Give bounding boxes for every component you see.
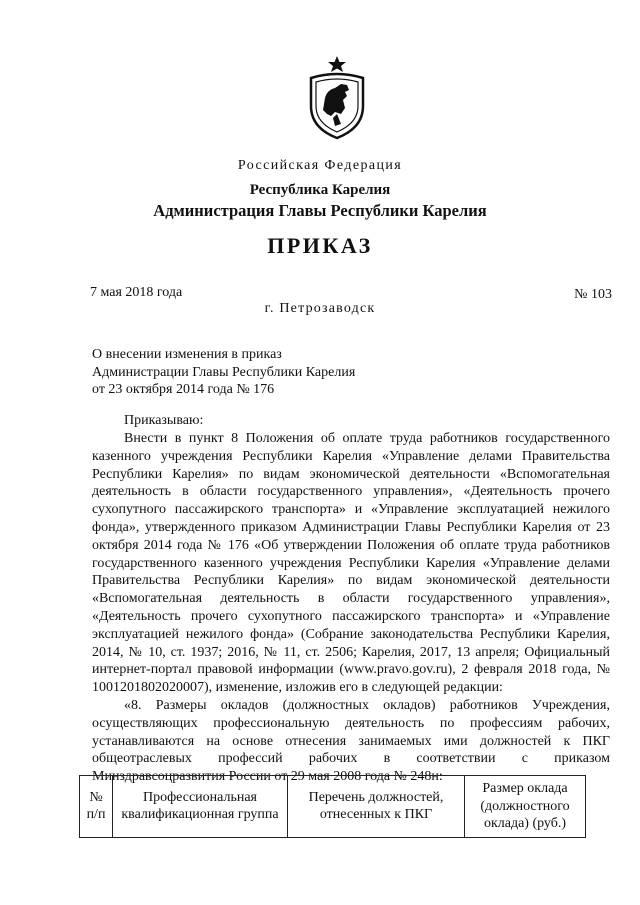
document-number: № 103: [574, 287, 612, 302]
table-header-row: [80, 776, 586, 838]
table-header-group: Профессиональная квалификационная группа: [113, 776, 288, 838]
administration-name: Администрация Главы Республики Карелия: [153, 201, 487, 220]
table-header-salary: Размер оклада (должностного оклада) (руб.): [465, 776, 586, 838]
document-city: г. Петрозаводск: [264, 301, 376, 316]
country-name: Российская Федерация: [237, 158, 403, 173]
body-paragraph: «8. Размеры окладов (должностных окладов) работников Учреждения, осуществляющих профессиональную деятельность по профессиям рабочих, устанавливаются на основе отнесения занимаемых ими должностей к ПКГ общеотраслевых профессий рабочих в соответствии с приказом Минздравсоцразвития России от 29 мая 2008 года № 248н:: [92, 697, 610, 785]
subject-line: Администрации Главы Республики Карелия: [92, 364, 356, 380]
table-header-number: № п/п: [80, 776, 113, 838]
republic-of-karelia-coat-of-arms-icon: [301, 54, 373, 140]
document-type-title: ПРИКАЗ: [267, 233, 373, 258]
salary-table: [79, 775, 586, 838]
republic-name: Республика Карелия: [249, 182, 391, 198]
table-header-positions: Перечень должностей, отнесенных к ПКГ: [288, 776, 465, 838]
body-paragraph: Внести в пункт 8 Положения об оплате труда работников государственного казенного учреждения Республики Карелия «Управление делами Правительства Республики Карелия» по видам экономической деятельности «Вспомогательная деятельность в области государственного управления», «Деятельность прочего сухопутного пассажирского транспорта» и «Управление эксплуатацией нежилого фонда», утвержденного приказом Администрации Главы Республики Карелия от 23 октября 2014 года № 176 «Об утверждении Положения об оплате труда работников государственного казенного учреждения Республики Карелия «Управление делами Правительства Республики Карелия» по видам экономической деятельности «Вспомогательная деятельность в области государственного управления», «Деятельность прочего сухопутного пассажирского транспорта» и «Управление эксплуатацией нежилого фонда» (Собрание законодательства Республики Карелия, 2014, № 10, ст. 1937; 2016, № 11, ст. 2506; Карелия, 2017, 13 апреля; Официальный интернет-портал правовой информации (www.pravo.gov.ru), 2 февраля 2018 года, № 1001201802020007), изменение, изложив его в следующей редакции:: [92, 431, 610, 696]
subject-line: от 23 октября 2014 года № 176: [92, 382, 275, 397]
subject-line: О внесении изменения в приказ: [92, 347, 282, 362]
document-body: [92, 430, 610, 786]
order-word: Приказываю:: [124, 413, 204, 428]
document-subject: [92, 346, 355, 399]
document-date: 7 мая 2018 года: [90, 285, 183, 300]
